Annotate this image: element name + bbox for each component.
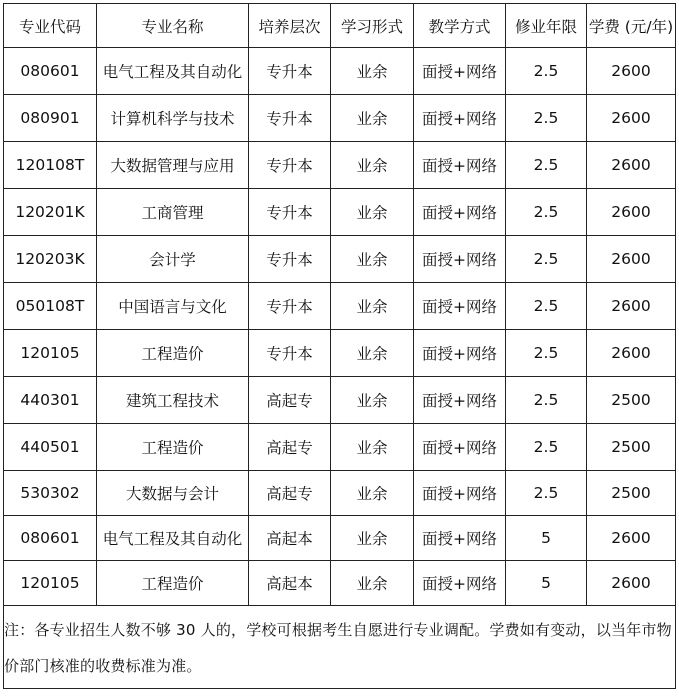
cell-study-years: 2.5	[506, 283, 587, 330]
cell-tuition-fee: 2600	[587, 516, 676, 561]
table-row	[4, 142, 676, 189]
table-row	[4, 516, 676, 561]
cell-study-form: 业余	[331, 561, 414, 606]
cell-study-years: 5	[506, 516, 587, 561]
cell-major-code: 080601	[4, 48, 97, 95]
cell-training-level: 专升本	[249, 189, 331, 236]
table-row	[4, 283, 676, 330]
cell-training-level: 专升本	[249, 95, 331, 142]
cell-tuition-fee: 2600	[587, 48, 676, 95]
cell-major-code: 050108T	[4, 283, 97, 330]
cell-training-level: 高起本	[249, 561, 331, 606]
cell-major-code: 120203K	[4, 236, 97, 283]
cell-major-code: 120201K	[4, 189, 97, 236]
header-study-years: 修业年限	[506, 4, 587, 48]
cell-training-level: 高起专	[249, 424, 331, 471]
cell-major-name: 工程造价	[97, 424, 249, 471]
cell-study-form: 业余	[331, 516, 414, 561]
cell-teaching-method: 面授+网络	[414, 471, 506, 516]
cell-teaching-method: 面授+网络	[414, 424, 506, 471]
table-row	[4, 95, 676, 142]
cell-study-form: 业余	[331, 236, 414, 283]
cell-training-level: 专升本	[249, 236, 331, 283]
table-row	[4, 189, 676, 236]
cell-tuition-fee: 2600	[587, 189, 676, 236]
cell-training-level: 高起专	[249, 377, 331, 424]
cell-study-form: 业余	[331, 189, 414, 236]
cell-major-name: 工程造价	[97, 330, 249, 377]
cell-teaching-method: 面授+网络	[414, 330, 506, 377]
cell-teaching-method: 面授+网络	[414, 236, 506, 283]
cell-study-years: 2.5	[506, 424, 587, 471]
cell-study-years: 5	[506, 561, 587, 606]
cell-training-level: 高起专	[249, 471, 331, 516]
table-row	[4, 330, 676, 377]
cell-study-form: 业余	[331, 283, 414, 330]
cell-study-form: 业余	[331, 48, 414, 95]
cell-study-years: 2.5	[506, 142, 587, 189]
cell-major-name: 大数据与会计	[97, 471, 249, 516]
cell-training-level: 专升本	[249, 283, 331, 330]
cell-tuition-fee: 2600	[587, 142, 676, 189]
header-study-form: 学习形式	[331, 4, 414, 48]
cell-training-level: 专升本	[249, 142, 331, 189]
cell-major-name: 工程造价	[97, 561, 249, 606]
cell-tuition-fee: 2600	[587, 330, 676, 377]
cell-major-name: 建筑工程技术	[97, 377, 249, 424]
cell-study-form: 业余	[331, 471, 414, 516]
cell-major-code: 120105	[4, 330, 97, 377]
cell-training-level: 专升本	[249, 48, 331, 95]
cell-teaching-method: 面授+网络	[414, 377, 506, 424]
cell-major-name: 大数据管理与应用	[97, 142, 249, 189]
cell-study-years: 2.5	[506, 189, 587, 236]
table-row	[4, 424, 676, 471]
cell-major-code: 440501	[4, 424, 97, 471]
cell-tuition-fee: 2500	[587, 471, 676, 516]
cell-teaching-method: 面授+网络	[414, 189, 506, 236]
cell-major-code: 440301	[4, 377, 97, 424]
table-row	[4, 48, 676, 95]
cell-study-form: 业余	[331, 142, 414, 189]
cell-training-level: 高起本	[249, 516, 331, 561]
table-header-row	[4, 4, 676, 48]
cell-major-name: 工商管理	[97, 189, 249, 236]
cell-study-years: 2.5	[506, 471, 587, 516]
cell-major-name: 中国语言与文化	[97, 283, 249, 330]
cell-major-code: 120105	[4, 561, 97, 606]
table-row	[4, 377, 676, 424]
cell-study-form: 业余	[331, 95, 414, 142]
header-major-name: 专业名称	[97, 4, 249, 48]
cell-study-years: 2.5	[506, 48, 587, 95]
cell-major-code: 080901	[4, 95, 97, 142]
cell-major-name: 计算机科学与技术	[97, 95, 249, 142]
cell-teaching-method: 面授+网络	[414, 142, 506, 189]
cell-teaching-method: 面授+网络	[414, 516, 506, 561]
cell-teaching-method: 面授+网络	[414, 283, 506, 330]
note-row	[4, 606, 676, 689]
majors-fee-table	[3, 3, 676, 689]
table-row	[4, 471, 676, 516]
header-major-code: 专业代码	[4, 4, 97, 48]
table-row	[4, 561, 676, 606]
cell-study-form: 业余	[331, 377, 414, 424]
cell-tuition-fee: 2500	[587, 377, 676, 424]
cell-tuition-fee: 2600	[587, 236, 676, 283]
table-row	[4, 236, 676, 283]
cell-study-years: 2.5	[506, 236, 587, 283]
cell-major-name: 电气工程及其自动化	[97, 48, 249, 95]
cell-major-code: 120108T	[4, 142, 97, 189]
cell-tuition-fee: 2600	[587, 561, 676, 606]
cell-study-years: 2.5	[506, 330, 587, 377]
cell-study-years: 2.5	[506, 95, 587, 142]
cell-teaching-method: 面授+网络	[414, 95, 506, 142]
enrollment-majors-table-page	[3, 3, 675, 693]
cell-major-name: 电气工程及其自动化	[97, 516, 249, 561]
cell-major-code: 530302	[4, 471, 97, 516]
cell-teaching-method: 面授+网络	[414, 561, 506, 606]
header-tuition-fee: 学费 (元/年)	[587, 4, 676, 48]
cell-tuition-fee: 2600	[587, 283, 676, 330]
cell-major-name: 会计学	[97, 236, 249, 283]
cell-teaching-method: 面授+网络	[414, 48, 506, 95]
header-training-level: 培养层次	[249, 4, 331, 48]
cell-training-level: 专升本	[249, 330, 331, 377]
cell-study-years: 2.5	[506, 377, 587, 424]
cell-study-form: 业余	[331, 330, 414, 377]
header-teaching-method: 教学方式	[414, 4, 506, 48]
table-footnote: 注：各专业招生人数不够 30 人的，学校可根据考生自愿进行专业调配。学费如有变动，以当年市物价部门核准的收费标准为准。	[4, 606, 676, 689]
cell-major-code: 080601	[4, 516, 97, 561]
cell-study-form: 业余	[331, 424, 414, 471]
cell-tuition-fee: 2600	[587, 95, 676, 142]
cell-tuition-fee: 2500	[587, 424, 676, 471]
